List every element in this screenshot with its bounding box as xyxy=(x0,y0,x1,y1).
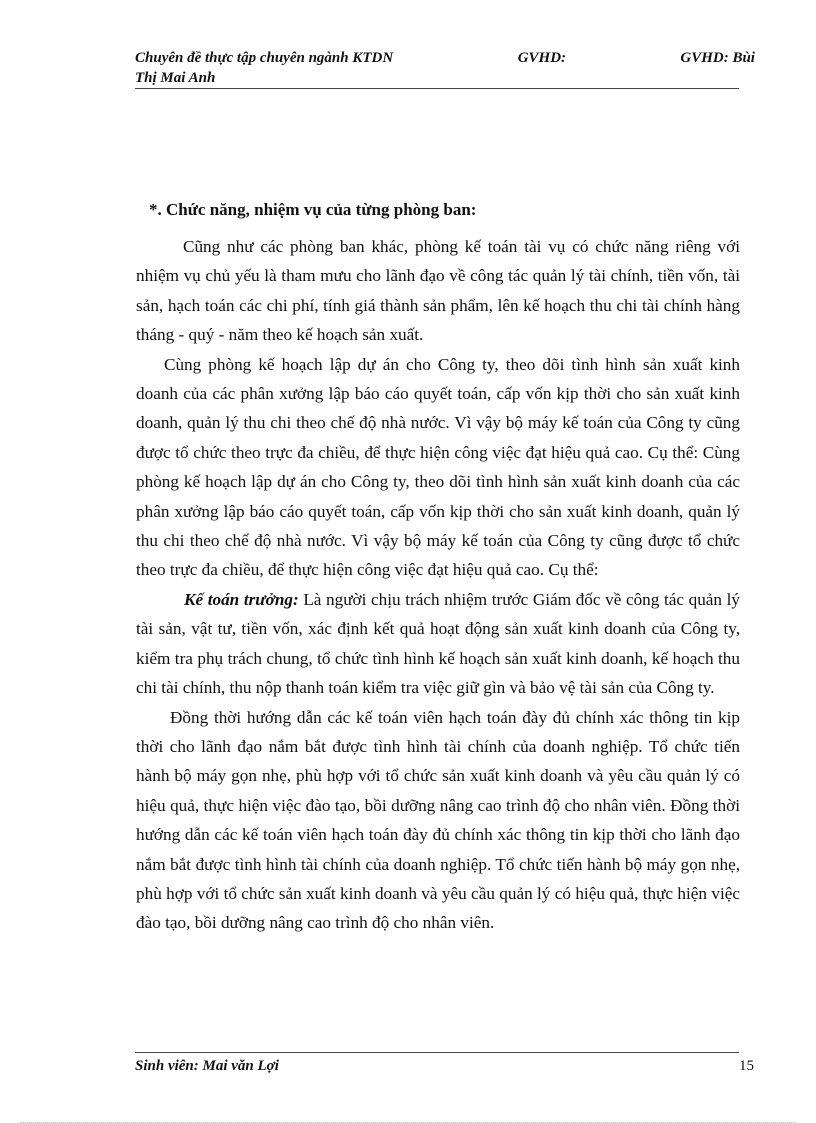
header-name-continuation: Thị Mai Anh xyxy=(135,70,216,86)
footer-divider xyxy=(135,1052,739,1053)
header-row xyxy=(135,48,755,68)
paragraph-3-text: Là người chịu trách nhiệm trước Giám đốc về công tác quản lý tài sản, vật tư, tiền vốn, xác định kết quả hoạt động sản xuất kinh doanh của Công ty, kiểm tra phụ trách chung, tổ chức tình hình kế hoạch sản xuất kinh doanh, kế hoạch thu chi tài chính, thu nộp thanh toán kiểm tra việc giữ gìn và bảo vệ tài sản của Công ty. xyxy=(136,589,740,698)
section-heading: *. Chức năng, nhiệm vụ của từng phòng ban: xyxy=(149,200,477,219)
paragraph-2: Cùng phòng kế hoạch lập dự án cho Công ty, theo dõi tình hình sản xuất kinh doanh của các phân xưởng lập báo cáo quyết toán, cấp vốn kịp thời cho sản xuất kinh doanh, quản lý thu chi theo chế độ nhà nước. Vì vậy bộ máy kế toán của Công ty cũng được tổ chức theo trực đa chiều, để thực hiện công việc đạt hiệu quả cao. Cụ thể: Cùng phòng kế hoạch lập dự án cho Công ty, theo dõi tình hình sản xuất kinh doanh của các phân xưởng lập báo cáo quyết toán, cấp vốn kịp thời cho sản xuất kinh doanh, quản lý thu chi theo chế độ nhà nước. Vì vậy bộ máy kế toán của Công ty cũng được tổ chức theo trực đa chiều, để thực hiện công việc đạt hiệu quả cao. Cụ thể: xyxy=(136,354,740,580)
document-body xyxy=(136,232,740,938)
page-footer xyxy=(135,1058,755,1075)
paragraph-3 xyxy=(136,585,740,703)
header-title: Chuyên đề thực tập chuyên ngành KTDN xyxy=(135,50,394,66)
page-header xyxy=(135,48,755,88)
page-number: 15 xyxy=(739,1058,754,1074)
paragraph-4: Đồng thời hướng dẫn các kế toán viên hạch toán đày đủ chính xác thông tin kịp thời cho lãnh đạo nắm bắt được tình hình tài chính của doanh nghiệp. Tổ chức tiến hành bộ máy gọn nhẹ, phù hợp với tổ chức sản xuất kinh doanh và yêu cầu quản lý có hiệu quả, thực hiện việc đào tạo, bồi dưỡng nâng cao trình độ cho nhân viên. Đồng thời hướng dẫn các kế toán viên hạch toán đày đủ chính xác thông tin kịp thời cho lãnh đạo nắm bắt được tình hình tài chính của doanh nghiệp. Tổ chức tiến hành bộ máy gọn nhẹ, phù hợp với tổ chức sản xuất kinh doanh và yêu cầu quản lý có hiệu quả, thực hiện việc đào tạo, bồi dưỡng nâng cao trình độ cho nhân viên. xyxy=(136,707,740,933)
header-divider xyxy=(135,88,739,89)
term-ke-toan-truong: Kế toán trưởng: xyxy=(184,589,299,609)
header-gvhd-name: GVHD: Bùi xyxy=(680,50,755,66)
footer-student: Sinh viên: Mai văn Lợi xyxy=(135,1058,279,1074)
paragraph-1: Cũng như các phòng ban khác, phòng kế toán tài vụ có chức năng riêng với nhiệm vụ chủ yếu là tham mưu cho lãnh đạo về công tác quản lý tài chính, tiền vốn, tài sản, hạch toán các chi phí, tính giá thành sản phẩm, lên kế hoạch thu chi tài chính hàng tháng - quý - năm theo kế hoạch sản xuất. xyxy=(136,237,740,345)
header-gvhd-label: GVHD: xyxy=(517,50,567,66)
